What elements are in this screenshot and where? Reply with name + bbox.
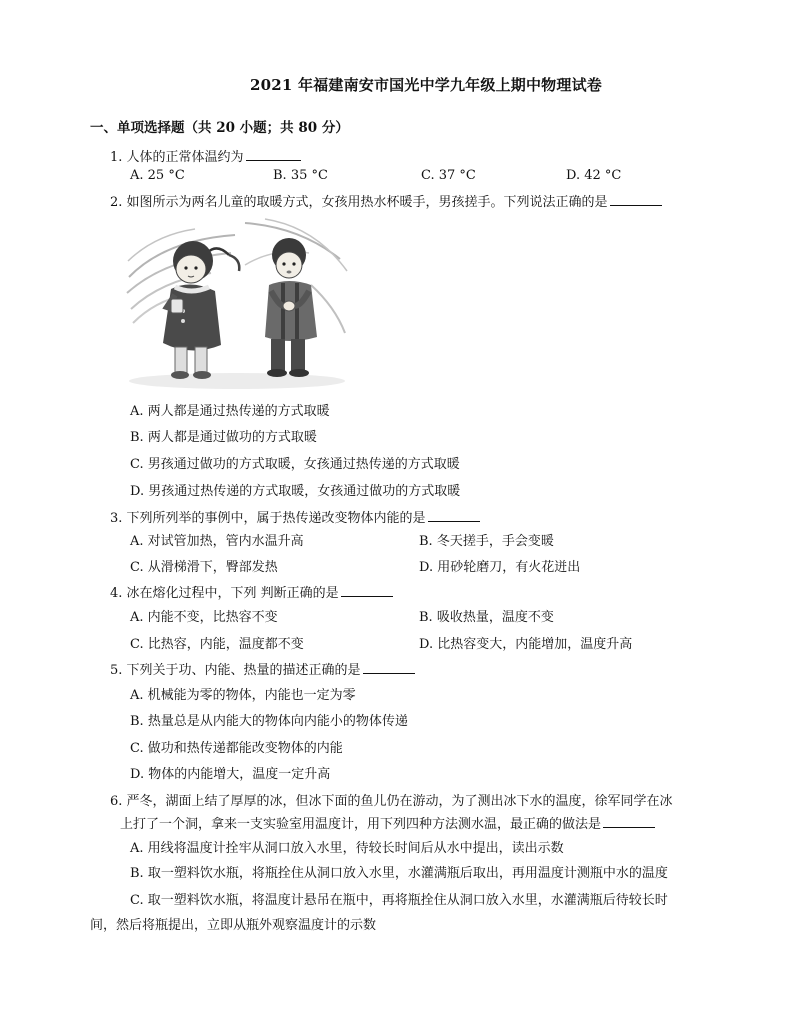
question-stem-text: 3. 下列所列举的事例中，属于热传递改变物体内能的是 [110,511,426,526]
q6-option-a: A. 用线将温度计拴牢从洞口放入水里，待较长时间后从水中提出，读出示数 [130,841,564,856]
girl-figure [163,241,239,379]
q1-option-d: D. 42 °C [566,168,622,183]
question-stem-text: 上打了一个洞，拿来一支实验室用温度计，用下列四种方法测水温，最正确的做法是 [120,817,602,832]
q2-option-a: A. 两人都是通过热传递的方式取暖 [130,404,330,419]
answer-blank [428,509,480,522]
q3-option-d: D. 用砂轮磨刀，有火花迸出 [419,560,581,575]
answer-blank [363,661,415,674]
question-2-stem [110,191,662,210]
q5-option-c: C. 做功和热传递都能改变物体的内能 [130,741,343,756]
q6-option-c-line-2: 间，然后将瓶提出，立即从瓶外观察温度计的示数 [90,918,377,933]
q6-option-b: B. 取一塑料饮水瓶，将瓶拴住从洞口放入水里，水灌满瓶后取出，再用温度计测瓶中水的温度 [130,866,668,881]
section-heading: 一、单项选择题（共 20 小题；共 80 分） [90,120,349,136]
children-warming-illustration [125,215,350,390]
q1-option-c: C. 37 °C [421,168,476,183]
question-stem-text: 1. 人体的正常体温约为 [110,150,244,165]
q3-option-b: B. 冬天搓手，手会变暖 [419,534,554,549]
question-5-stem [110,659,415,678]
q5-option-b: B. 热量总是从内能大的物体向内能小的物体传递 [130,714,408,729]
q1-option-a: A. 25 °C [130,168,185,183]
q5-option-a: A. 机械能为零的物体，内能也一定为零 [130,688,356,703]
question-1-stem [110,146,301,165]
q2-option-d: D. 男孩通过热传递的方式取暖，女孩通过做功的方式取暖 [130,484,461,499]
question-4-stem [110,582,393,601]
question-3-stem [110,507,480,526]
answer-blank [610,193,662,206]
question-stem-text: 2. 如图所示为两名儿童的取暖方式，女孩用热水杯暖手，男孩搓手。下列说法正确的是 [110,195,608,210]
answer-blank [603,815,655,828]
q3-option-c: C. 从滑梯滑下，臀部发热 [130,560,278,575]
question-stem-text: 5. 下列关于功、内能、热量的描述正确的是 [110,663,361,678]
answer-blank [246,148,301,161]
q4-option-a: A. 内能不变，比热容不变 [130,610,278,625]
q4-option-d: D. 比热容变大，内能增加，温度升高 [419,637,633,652]
q1-option-b: B. 35 °C [273,168,328,183]
q6-option-c-line-1: C. 取一塑料饮水瓶，将温度计悬吊在瓶中，再将瓶拴住从洞口放入水里，水灌满瓶后待较长时 [130,893,668,908]
q3-option-a: A. 对试管加热，管内水温升高 [130,534,304,549]
answer-blank [341,584,393,597]
question-6-stem-line-1: 6. 严冬，湖面上结了厚厚的冰，但冰下面的鱼儿仍在游动，为了测出冰下水的温度，徐军同学在冰 [110,794,673,809]
q4-option-c: C. 比热容，内能，温度都不变 [130,637,304,652]
page-title: 2021 年福建南安市国光中学九年级上期中物理试卷 [250,76,602,94]
question-stem-text: 4. 冰在熔化过程中，下列 判断正确的是 [110,586,339,601]
q2-option-b: B. 两人都是通过做功的方式取暖 [130,430,317,445]
q2-option-c: C. 男孩通过做功的方式取暖，女孩通过热传递的方式取暖 [130,457,460,472]
question-6-stem-line-2 [120,813,655,832]
boy-figure [265,238,317,377]
q4-option-b: B. 吸收热量，温度不变 [419,610,554,625]
q5-option-d: D. 物体的内能增大，温度一定升高 [130,767,331,782]
